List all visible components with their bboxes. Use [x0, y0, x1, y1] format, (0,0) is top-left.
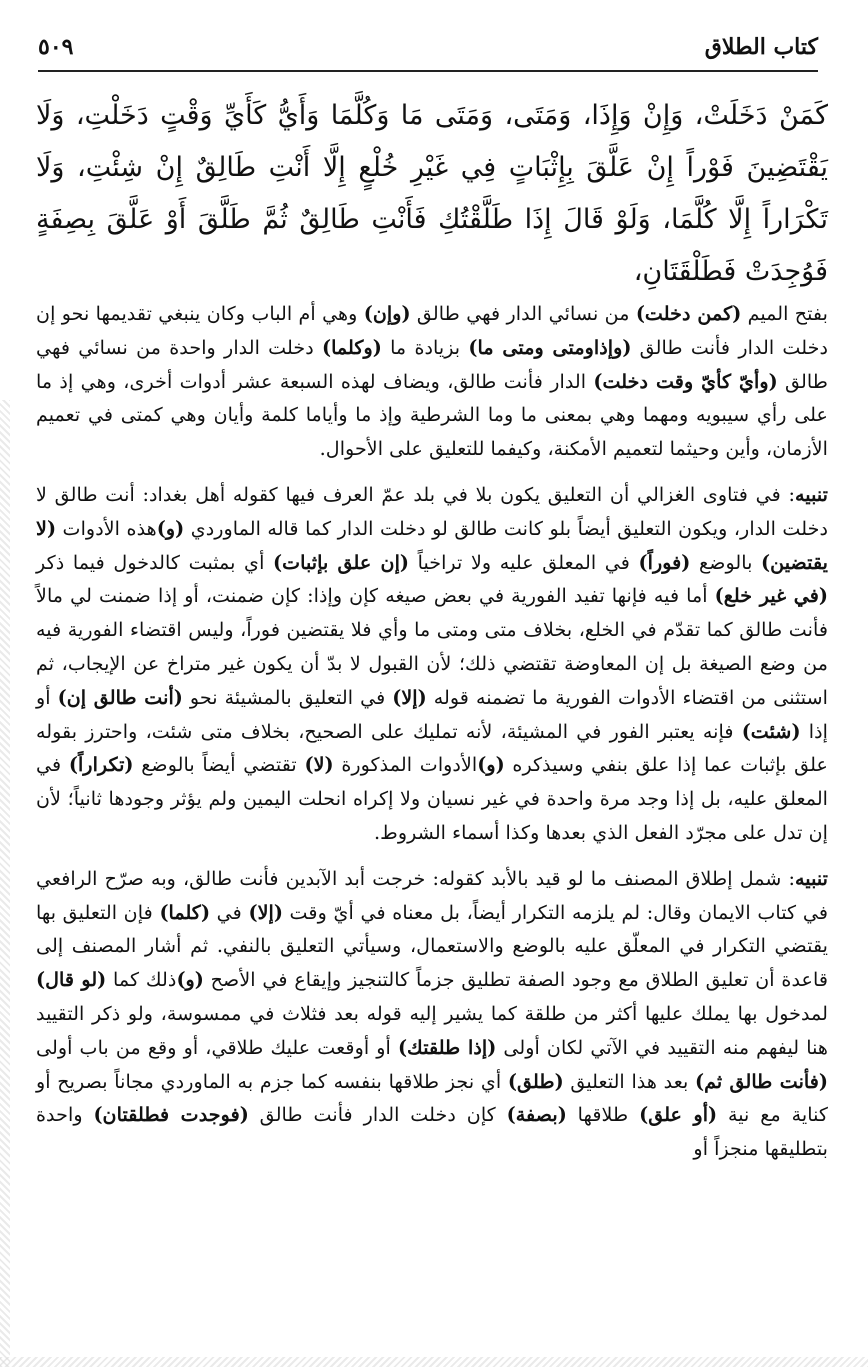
commentary-text: وهي أم الباب وكان ينبغي تقديمها نحو إن دخلت الدار فأنت طالق — [36, 302, 828, 359]
commentary-text: طلاقها — [566, 1103, 640, 1127]
bold-matn-quote: (لا يقتضين) — [36, 516, 828, 574]
commentary-text: أو إذا — [36, 685, 828, 743]
commentary — [36, 297, 828, 1178]
commentary-text: في — [210, 900, 249, 924]
commentary-text: في المعلق عليه ولا تراخياً — [409, 550, 639, 574]
commentary-text: : شمل إطلاق المصنف ما لو قيد بالأبد كقوله: خرجت أبد الآبدين فأنت طالق، وبه صرّح الرافعي في كتاب الايمان وقال: لم يلزمه التكرار أيضاً، بل معناه في أيّ وقت — [36, 866, 828, 924]
commentary-text: من نسائي الدار فهي طالق — [410, 302, 636, 325]
bold-matn-quote: (وإن) — [363, 302, 411, 325]
bold-matn-quote: (كلما) — [159, 900, 211, 924]
bold-matn-quote: تنبيه — [795, 866, 828, 890]
bold-matn-quote: (فوجدت فطلقتان) — [93, 1103, 249, 1127]
commentary-text: بالوضع — [690, 550, 762, 574]
commentary-paragraph-1 — [36, 297, 828, 466]
commentary-text: تقتضي أيضاً بالوضع — [133, 753, 305, 777]
bold-matn-quote: (في غير خلع) — [714, 584, 828, 608]
bold-matn-quote: (و) — [477, 753, 505, 777]
commentary-text: أما فيه فإنها تفيد الفورية في بعض صيغه كإن وإذا: كإن ضمنت، أو إذا ضمنت لي مالاً فأنت طالق كما تقدّم في الخلع، بخلاف متى ومتى ما وأي فلا يقتضين فوراً، وليس اقتضاء الفورية فيه من وضع الصيغة بل إن المعاوضة تقتضي ذلك؛ لأن القبول لا بدّ أن يكون غير متراخ عن الإيجاب، ثم استثنى من اقتضاء الأدوات الفورية ما تضمنه قوله — [36, 584, 828, 709]
commentary-text: فإنه يعتبر الفور في المشيئة، لأنه تمليك على الصحيح، بخلاف متى شئت، واحترز بقوله علق بإثبات عما إذا علق بنفي وسيذكره — [36, 719, 828, 777]
commentary-text: دخلت الدار واحدة من نسائي فهي طالق — [36, 335, 828, 393]
bold-matn-quote: (كمن دخلت) — [635, 302, 742, 325]
commentary-text: واحدة بتطليقها منجزاً أو — [36, 1103, 828, 1161]
bold-matn-quote: (تكراراً) — [68, 753, 134, 777]
bold-matn-quote: (وإذاومتى ومتى ما) — [468, 335, 632, 359]
commentary-text: هذه الأدوات — [56, 516, 157, 540]
matn-text: كَمَنْ دَخَلَتْ، وَإِنْ وَإِذَا، وَمَتَى، وَمَتَى مَا وَكُلَّمَا وَأَيُّ كَأَيِّ وَقْتٍ دَخَلْتِ، وَلَا يَقْتَضِينَ فَوْراً إِنْ عَلَّقَ بِإِثْبَاتٍ فِي غَيْرِ خُلْعٍ إِلَّا أَنْتِ طَالِقٌ إِنْ شِئْتِ، وَلَا تَكْرَاراً إِلَّا كُلَّمَا، وَلَوْ قَالَ إِذَا طَلَّقْتُكِ فَأَنْتِ طَالِقٌ ثُمَّ طَلَّقَ أَوْ عَلَّقَ بِصِفَةٍ فَوُجِدَتْ فَطَلْقَتَانِ، — [36, 100, 828, 287]
bold-matn-quote: (فأنت طالق ثم) — [695, 1069, 829, 1093]
commentary-paragraph-2 — [36, 478, 828, 850]
page-number: ٥٠٩ — [38, 34, 74, 60]
bold-matn-quote: (إذا طلقتك) — [397, 1035, 497, 1059]
bold-matn-quote: (لو قال) — [36, 968, 107, 992]
bold-matn-quote: تنبيه — [795, 482, 828, 506]
commentary-text: بزيادة ما — [381, 335, 469, 359]
commentary-text: أو أوقعت عليك طلاقي، أو وقع من باب أولى — [36, 1035, 398, 1059]
bold-matn-quote: (بصفة) — [506, 1103, 567, 1127]
commentary-text: لمدخول بها يملك عليها أكثر من طلقة كما يشير إليه قوله بعد فثلاث في ممسوسة، ولو ذكر التقييد هنا ليفهم منه التقييد في الآتي لكان أولى — [36, 1001, 828, 1059]
commentary-text: كإن دخلت الدار فأنت طالق — [248, 1103, 507, 1127]
commentary-text: الدار فأنت طالق، ويضاف لهذه السبعة عشر أدوات أخرى، وهي إذ ما على رأي سيبويه ومهما وهي بمعنى ما وما الشرطية وإذ ما وأياما كلمة وأيان وهي كمتى في تعميم الأزمان، وأين وحيثما لتعميم الأمكنة، وكيفما للتعليق على الأحوال. — [36, 369, 828, 461]
bold-matn-quote: (وأيّ كأيّ وقت دخلت) — [593, 369, 778, 393]
commentary-text: في التعليق بالمشيئة نحو — [182, 685, 393, 709]
commentary-text: أي نجز طلاقها بنفسه كما جزم به الماوردي مجاناً بصريح أو كناية مع نية — [36, 1069, 829, 1127]
commentary-text: أي بمثبت كالدخول فيما ذكر — [36, 550, 274, 574]
commentary-text: بعد هذا التعليق — [563, 1069, 696, 1093]
bold-matn-quote: (وكلما) — [321, 335, 382, 359]
bold-matn-quote: (أو علق) — [639, 1103, 718, 1127]
bold-matn-quote: (و) — [176, 968, 204, 992]
bold-matn-quote: (إلا) — [248, 900, 283, 924]
page-edge-pattern — [0, 400, 10, 1367]
page-bottom-pattern — [0, 1357, 868, 1367]
commentary-text: الأدوات المذكورة — [333, 753, 478, 777]
bold-matn-quote: (لا) — [304, 753, 334, 777]
bold-matn-quote: (فوراً) — [638, 550, 691, 574]
commentary-text: : في فتاوى الغزالي أن التعليق يكون بلا في بلد عمّ العرف فيها كقوله أهل بغداد: أنت طالق لا دخلت الدار، ويكون التعليق أيضاً بلو كانت طالق لو دخلت الدار كما قاله الماوردي — [36, 482, 829, 540]
bold-matn-quote: (طلق) — [507, 1069, 564, 1093]
commentary-text: في المعلق عليه، بل إذا وجد مرة واحدة في غير نسيان ولا إكراه انحلت اليمين ولم يؤثر وجودها ثانياً؛ لأن إن تدل على مجرّد الفعل الذي بعدها وكذا أسماء الشروط. — [36, 753, 828, 844]
commentary-text: ذلك كما — [106, 968, 177, 992]
bold-matn-quote: (شئت) — [741, 719, 801, 743]
commentary-paragraph-3 — [36, 862, 828, 1166]
commentary-text: بفتح الميم — [741, 302, 828, 325]
bold-matn-quote: (إلا) — [392, 685, 427, 709]
bold-matn-quote: (أنت طالق إن) — [57, 685, 183, 709]
page-header — [38, 30, 818, 72]
book-title: كتاب الطلاق — [704, 34, 818, 60]
bold-matn-quote: (إن علق بإثبات) — [273, 550, 409, 574]
bold-matn-quote: (و) — [156, 516, 185, 540]
commentary-text: فإن التعليق بها يقتضي التكرار في المعلّق عليه بالوضع والاستعمال، وسيأتي التعليق بالنفي. ثم أشار المصنف إلى قاعدة أن تعليق الطلاق مع وجود الصفة تطليق جزماً كالتنجيز وإيقاع في الأصح — [36, 900, 828, 992]
